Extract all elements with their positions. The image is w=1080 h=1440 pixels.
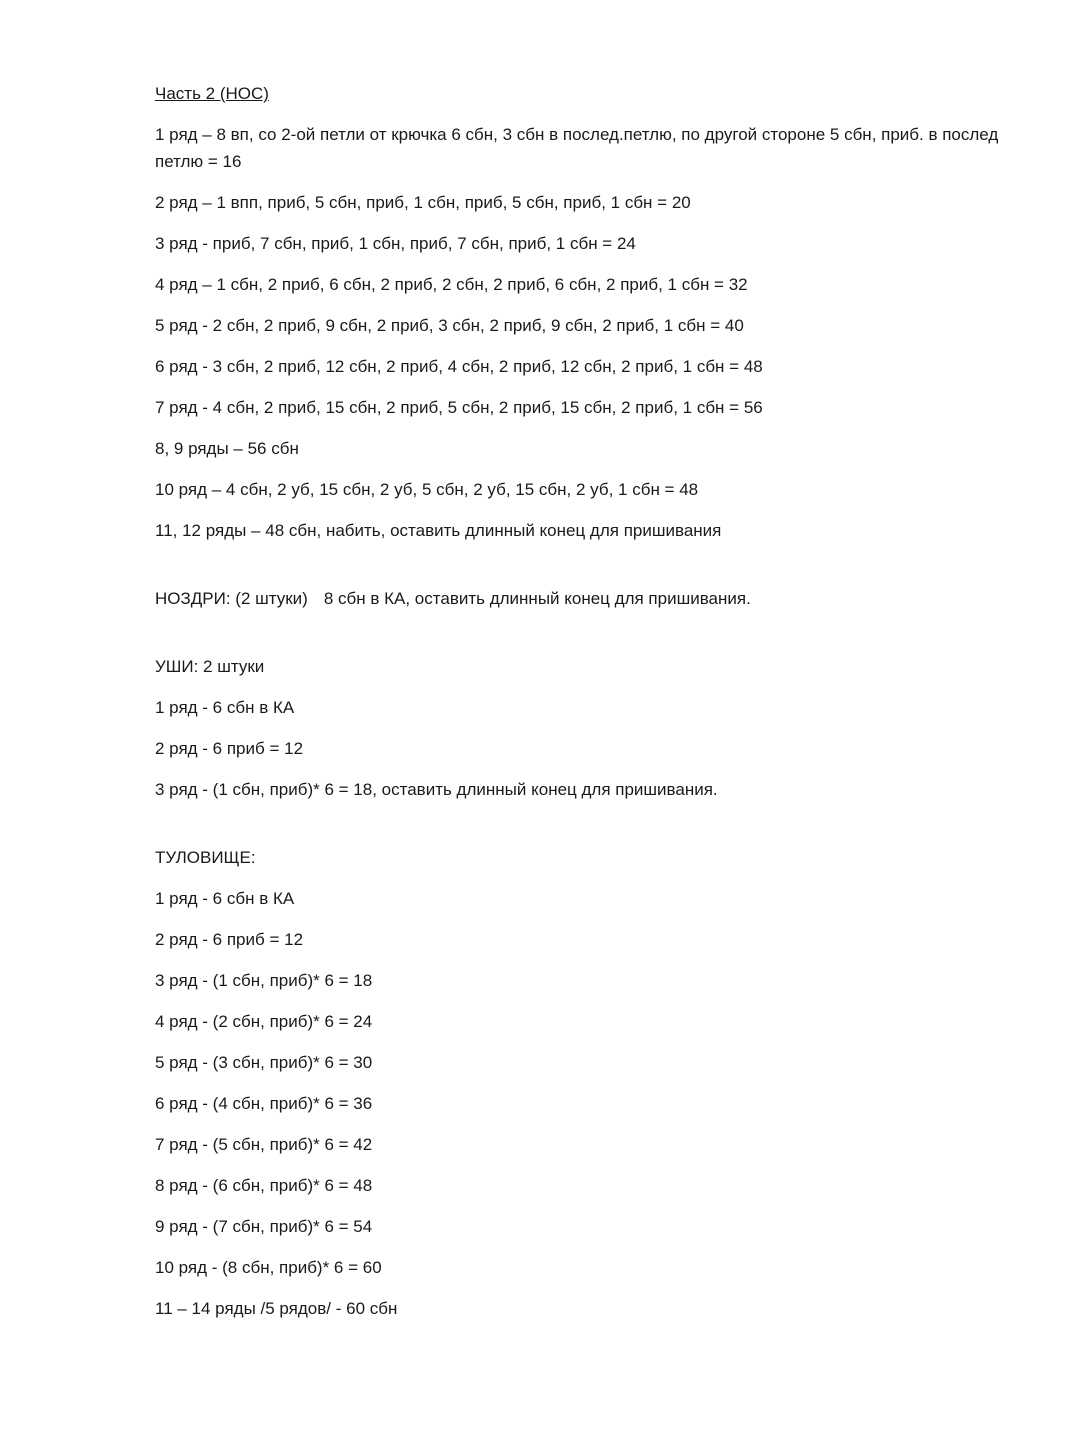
nostrils-text: 8 сбн в КА, оставить длинный конец для пришивания.	[323, 589, 751, 608]
body-row-2: 2 ряд - 6 приб = 12	[155, 930, 304, 949]
nose-row-6: 6 ряд - 3 сбн, 2 приб, 12 сбн, 2 приб, 4 сбн, 2 приб, 12 сбн, 2 приб, 1 сбн = 48	[155, 357, 763, 376]
ears-row-3: 3 ряд - (1 сбн, приб)* 6 = 18, оставить длинный конец для пришивания.	[155, 780, 718, 799]
body-row-11-14: 11 – 14 ряды /5 рядов/ - 60 сбн	[155, 1299, 398, 1318]
nose-row-4: 4 ряд – 1 сбн, 2 приб, 6 сбн, 2 приб, 2 сбн, 2 приб, 6 сбн, 2 приб, 1 сбн = 32	[155, 275, 748, 294]
ears-row-2: 2 ряд - 6 приб = 12	[155, 739, 304, 758]
body-heading: ТУЛОВИЩЕ:	[155, 848, 256, 867]
body-row-1: 1 ряд - 6 сбн в КА	[155, 889, 295, 908]
nostrils-line	[155, 585, 1015, 612]
nose-row-8-9: 8, 9 ряды – 56 сбн	[155, 439, 299, 458]
ears-heading: УШИ: 2 штуки	[155, 657, 265, 676]
ears-row-1: 1 ряд - 6 сбн в КА	[155, 698, 295, 717]
body-row-3: 3 ряд - (1 сбн, приб)* 6 = 18	[155, 971, 373, 990]
body-row-6: 6 ряд - (4 сбн, приб)* 6 = 36	[155, 1094, 373, 1113]
document-page	[155, 80, 1015, 1336]
spacer	[155, 817, 1015, 844]
body-row-9: 9 ряд - (7 сбн, приб)* 6 = 54	[155, 1217, 373, 1236]
body-row-8: 8 ряд - (6 сбн, приб)* 6 = 48	[155, 1176, 373, 1195]
spacer	[155, 558, 1015, 585]
section-title-nose: Часть 2 (НОС)	[155, 84, 269, 103]
body-row-5: 5 ряд - (3 сбн, приб)* 6 = 30	[155, 1053, 373, 1072]
nose-row-2: 2 ряд – 1 впп, приб, 5 сбн, приб, 1 сбн, приб, 5 сбн, приб, 1 сбн = 20	[155, 193, 691, 212]
body-row-7: 7 ряд - (5 сбн, приб)* 6 = 42	[155, 1135, 373, 1154]
spacer	[155, 626, 1015, 653]
nose-row-7: 7 ряд - 4 сбн, 2 приб, 15 сбн, 2 приб, 5 сбн, 2 приб, 15 сбн, 2 приб, 1 сбн = 56	[155, 398, 763, 417]
nostrils-heading: НОЗДРИ: (2 штуки)	[155, 589, 308, 608]
nose-row-11-12: 11, 12 ряды – 48 сбн, набить, оставить длинный конец для пришивания	[155, 521, 722, 540]
body-row-10: 10 ряд - (8 сбн, приб)* 6 = 60	[155, 1258, 382, 1277]
nose-row-1: 1 ряд – 8 вп, со 2-ой петли от крючка 6 сбн, 3 сбн в послед.петлю, по другой стороне 5 сбн, приб. в послед петлю = 16	[155, 125, 999, 171]
nose-row-5: 5 ряд - 2 сбн, 2 приб, 9 сбн, 2 приб, 3 сбн, 2 приб, 9 сбн, 2 приб, 1 сбн = 40	[155, 316, 744, 335]
body-row-4: 4 ряд - (2 сбн, приб)* 6 = 24	[155, 1012, 373, 1031]
nose-row-10: 10 ряд – 4 сбн, 2 уб, 15 сбн, 2 уб, 5 сбн, 2 уб, 15 сбн, 2 уб, 1 сбн = 48	[155, 480, 699, 499]
nose-row-3: 3 ряд - приб, 7 сбн, приб, 1 сбн, приб, 7 сбн, приб, 1 сбн = 24	[155, 234, 636, 253]
